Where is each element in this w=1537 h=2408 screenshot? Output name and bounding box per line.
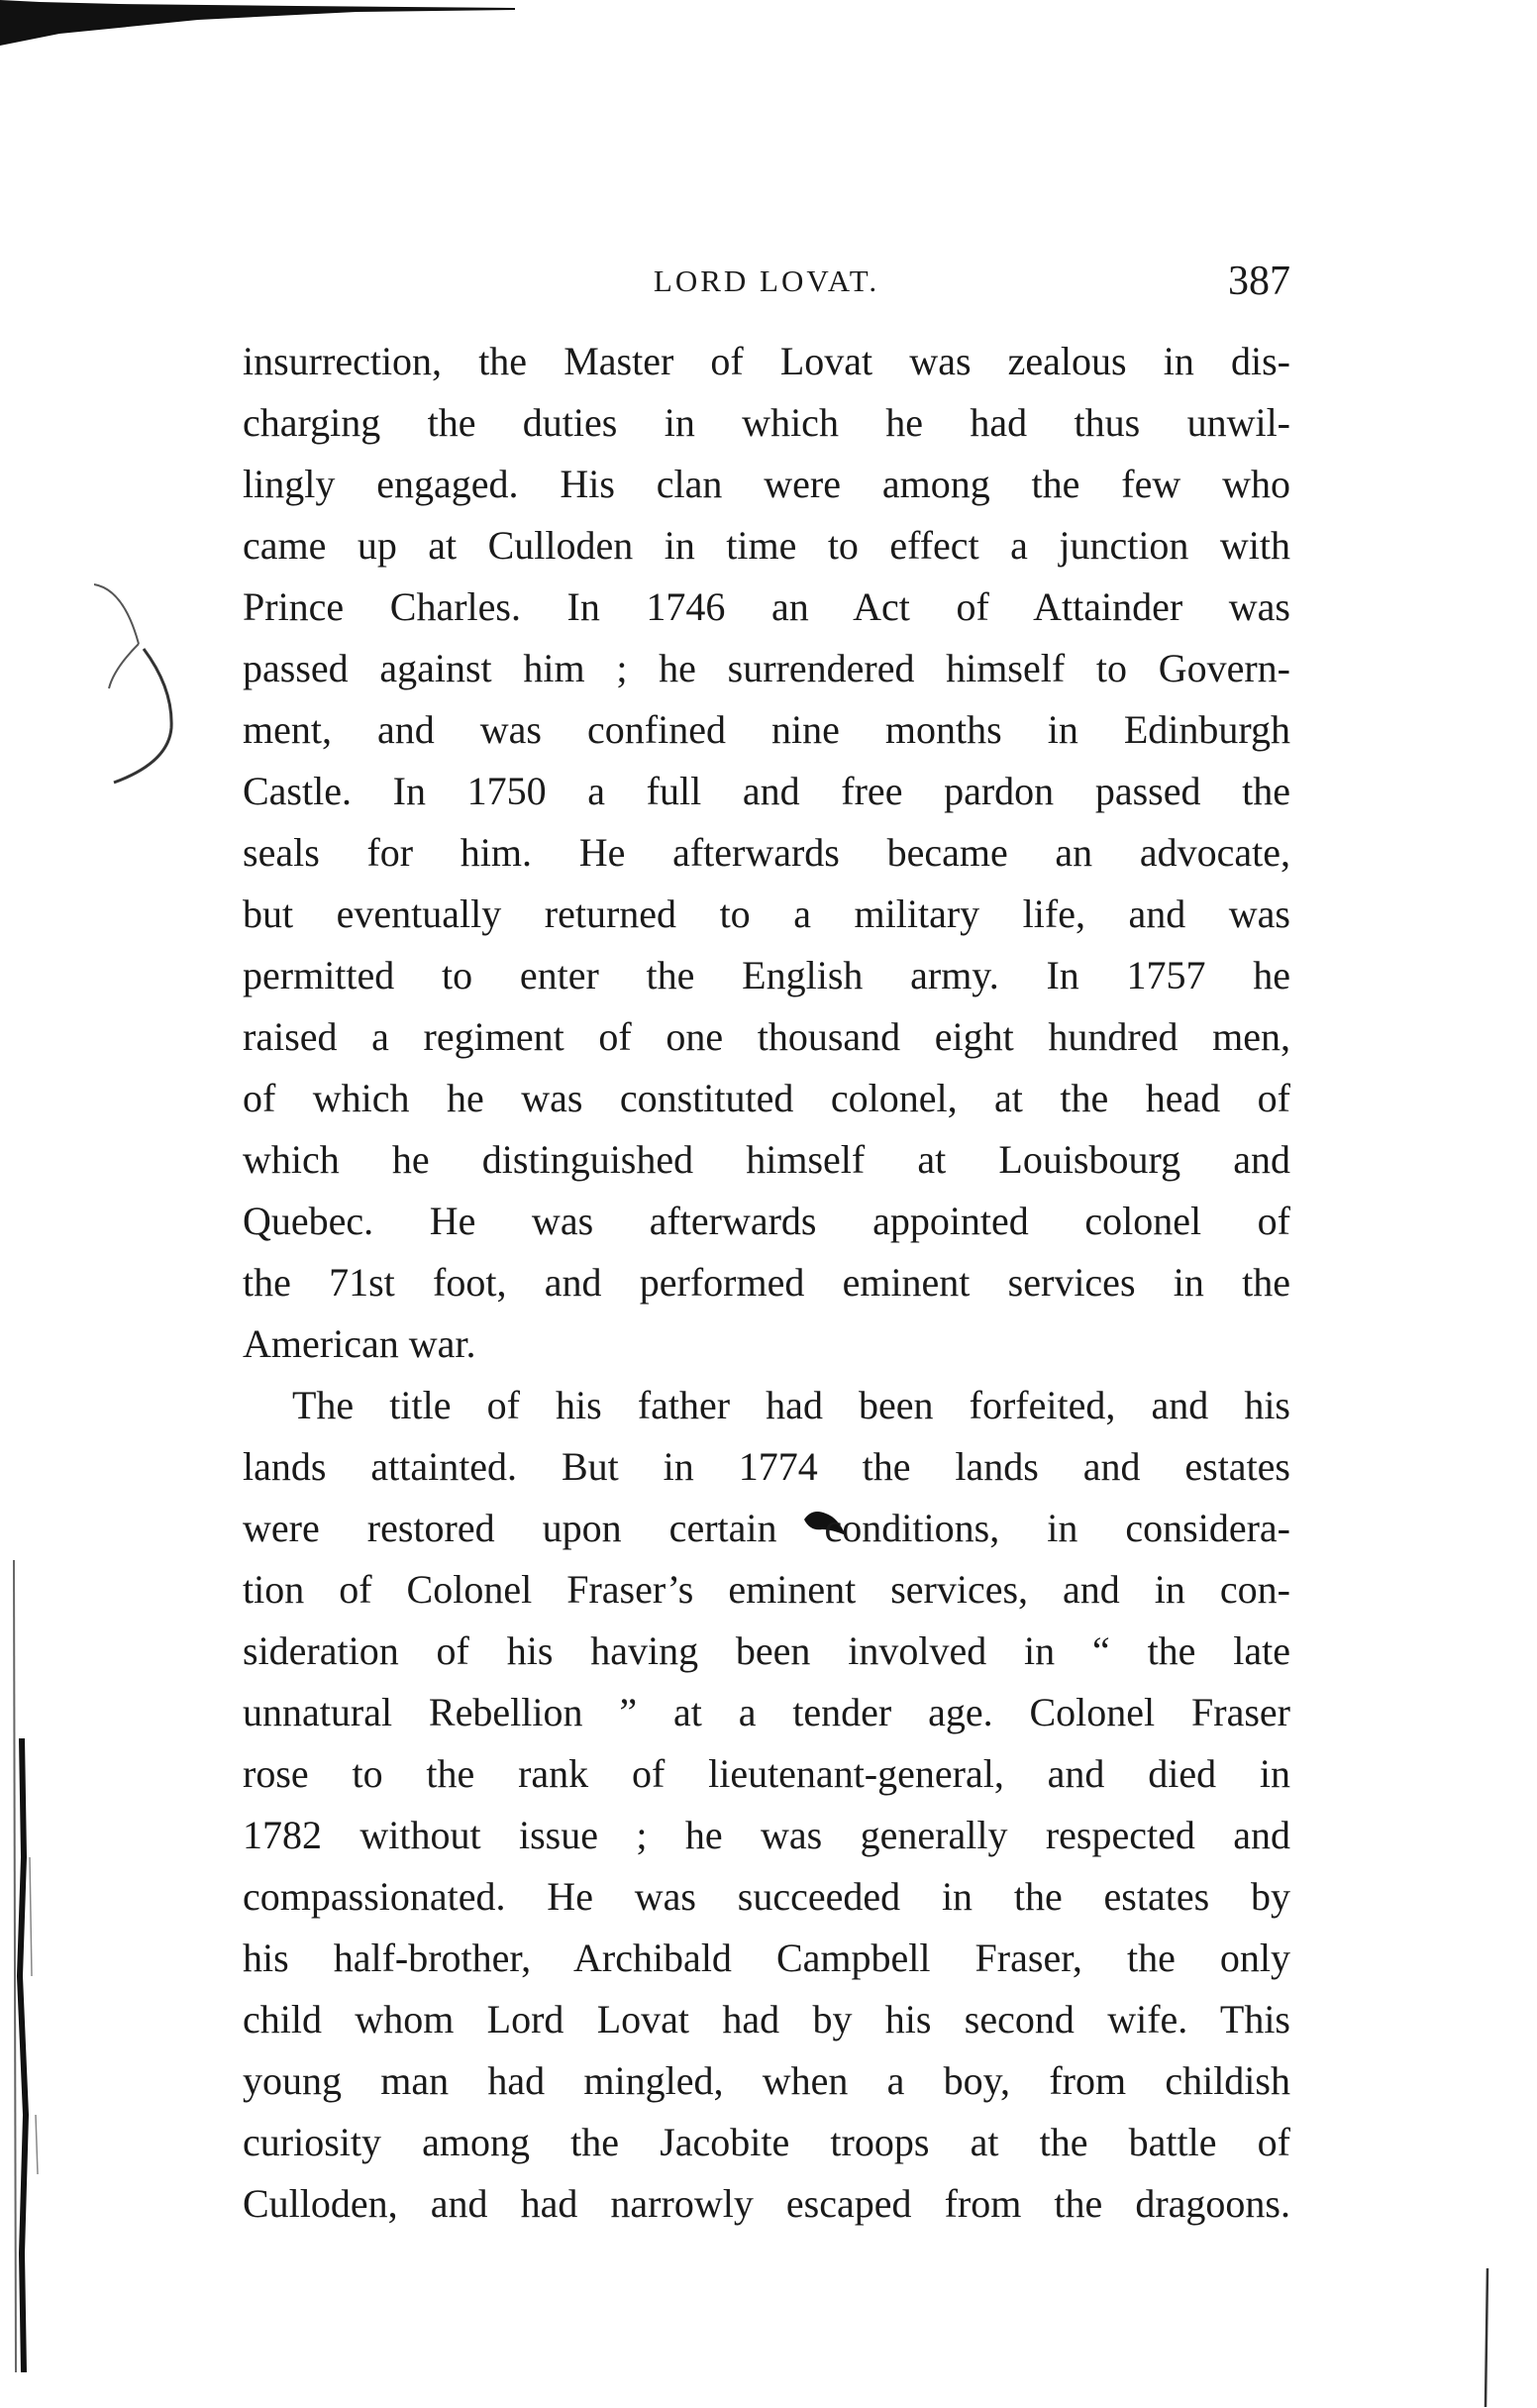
text-line: Culloden, and had narrowly escaped from the dragoons. [243, 2181, 1290, 2226]
pencil-bracket-mark [94, 579, 188, 792]
text-line: insurrection, the Master of Lovat was zealous in dis- [243, 339, 1290, 383]
paragraph-1 [243, 331, 1290, 1375]
text-line: of which he was constituted colonel, at the head of [243, 1076, 1290, 1120]
text-line: Prince Charles. In 1746 an Act of Attainder was [243, 584, 1290, 629]
page-header-title: LORD LOVAT. [653, 263, 880, 298]
text-line: seals for him. He afterwards became an advocate, [243, 830, 1290, 875]
text-line: permitted to enter the English army. In 1757 he [243, 953, 1290, 997]
text-line: unnatural Rebellion ” at a tender age. Colonel Fraser [243, 1690, 1290, 1734]
text-line: ment, and was confined nine months in Edinburgh [243, 707, 1290, 752]
text-line: rose to the rank of lieutenant-general, and died in [243, 1751, 1290, 1796]
text-line: lands attainted. But in 1774 the lands and estates [243, 1444, 1290, 1489]
text-line: tion of Colonel Fraser’s eminent services, and in con- [243, 1567, 1290, 1612]
text-line: raised a regiment of one thousand eight hundred men, [243, 1014, 1290, 1059]
text-line: young man had mingled, when a boy, from childish [243, 2058, 1290, 2103]
right-edge-binding-line [1476, 2268, 1495, 2407]
text-line: curiosity among the Jacobite troops at the battle of [243, 2120, 1290, 2164]
text-line: American war. [243, 1321, 476, 1366]
text-line: Castle. In 1750 a full and free pardon passed the [243, 769, 1290, 813]
text-line: lingly engaged. His clan were among the few who [243, 462, 1290, 506]
text-line: compassionated. He was succeeded in the estates by [243, 1874, 1290, 1919]
page-number: 387 [1228, 259, 1290, 304]
text-line: which he distinguished himself at Louisbourg and [243, 1137, 1290, 1182]
text-line: came up at Culloden in time to effect a junction with [243, 523, 1290, 568]
text-line: charging the duties in which he had thus unwil- [243, 400, 1290, 445]
text-line: The title of his father had been forfeited, and his [292, 1383, 1290, 1427]
top-edge-ink-bar [0, 0, 515, 46]
text-line: 1782 without issue ; he was generally respected and [243, 1813, 1290, 1857]
text-line: his half-brother, Archibald Campbell Fraser, the only [243, 1936, 1290, 1980]
running-header [243, 256, 1290, 307]
text-line: were restored upon certain conditions, in considera- [243, 1506, 1290, 1550]
text-line: but eventually returned to a military life, and was [243, 891, 1290, 936]
text-line: sideration of his having been involved in “ the late [243, 1628, 1290, 1673]
text-line: the 71st foot, and performed eminent services in the [243, 1260, 1290, 1305]
body-text [243, 331, 1290, 2235]
text-line: passed against him ; he surrendered himself to Govern- [243, 646, 1290, 690]
text-line: child whom Lord Lovat had by his second wife. This [243, 1997, 1290, 2042]
left-edge-binding-line [0, 1560, 50, 2372]
text-line: Quebec. He was afterwards appointed colonel of [243, 1199, 1290, 1243]
paragraph-2 [243, 1375, 1290, 2235]
